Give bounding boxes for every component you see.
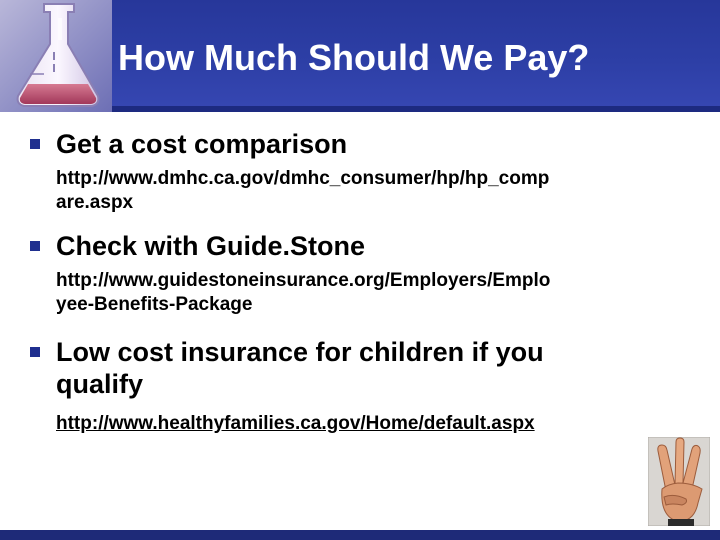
square-bullet-icon (30, 241, 40, 251)
chemistry-flask-icon (0, 0, 112, 112)
link-url[interactable]: http://www.healthyfamilies.ca.gov/Home/default.aspx (56, 413, 535, 434)
slide-header (0, 0, 720, 112)
square-bullet-icon (30, 139, 40, 149)
square-bullet-icon (30, 347, 40, 357)
bullet-text: Check with Guide.Stone (56, 231, 366, 261)
bullet-text: Low cost insurance for children if you qualify (56, 337, 544, 399)
footer-bar (0, 530, 720, 540)
link-url[interactable]: http://www.dmhc.ca.gov/dmhc_consumer/hp/hp_comp are.aspx (56, 168, 550, 213)
bullet-text: Get a cost comparison (56, 129, 348, 159)
three-fingers-hand-icon (648, 437, 710, 526)
link-url[interactable]: http://www.guidestoneinsurance.org/Employers/Emplo yee-Benefits-Package (56, 270, 551, 315)
slide-title: How Much Should We Pay? (118, 37, 590, 78)
